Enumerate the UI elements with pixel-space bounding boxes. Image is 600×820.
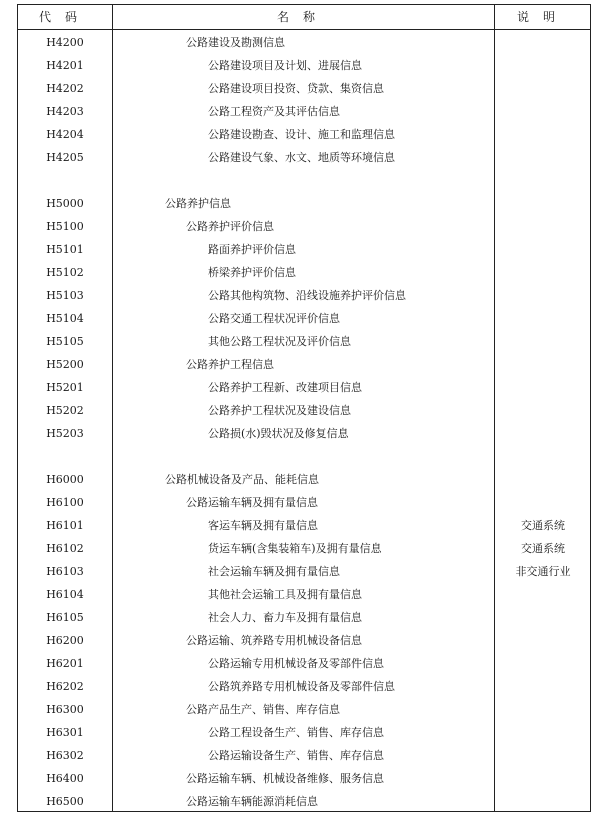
row-code: H6000 xyxy=(46,473,84,486)
table-row xyxy=(18,354,590,376)
row-name: 公路产品生产、销售、库存信息 xyxy=(186,703,340,716)
row-code: H6300 xyxy=(46,703,84,716)
row-code: H5203 xyxy=(46,427,84,440)
row-name: 公路交通工程状况评价信息 xyxy=(208,312,340,325)
row-code: H5100 xyxy=(46,220,84,233)
row-code: H5000 xyxy=(46,197,84,210)
row-code: H4205 xyxy=(46,151,84,164)
table-row xyxy=(18,722,590,744)
row-note: 非交通行业 xyxy=(515,565,571,578)
table-row xyxy=(18,377,590,399)
row-name: 路面养护评价信息 xyxy=(208,243,296,256)
table-row xyxy=(18,492,590,514)
row-name: 公路建设及勘测信息 xyxy=(186,36,285,49)
row-code: H6103 xyxy=(46,565,84,578)
row-name: 社会运输车辆及拥有量信息 xyxy=(208,565,340,578)
row-code: H6201 xyxy=(46,657,84,670)
table-row xyxy=(18,216,590,238)
row-name: 公路建设气象、水文、地质等环境信息 xyxy=(208,151,395,164)
table-row xyxy=(18,423,590,445)
row-code: H5105 xyxy=(46,335,84,348)
table-header xyxy=(18,5,590,30)
table-row xyxy=(18,124,590,146)
table-row xyxy=(18,469,590,491)
row-code: H5101 xyxy=(46,243,84,256)
row-name: 公路工程资产及其评估信息 xyxy=(208,105,340,118)
row-code: H5200 xyxy=(46,358,84,371)
row-code: H4203 xyxy=(46,105,84,118)
table-row xyxy=(18,101,590,123)
table-row xyxy=(18,515,590,537)
row-name: 公路运输车辆及拥有量信息 xyxy=(186,496,318,509)
row-name: 公路机械设备及产品、能耗信息 xyxy=(165,473,319,486)
table-row xyxy=(18,193,590,215)
table-row xyxy=(18,308,590,330)
table-row xyxy=(18,676,590,698)
table-row xyxy=(18,239,590,261)
row-code: H6302 xyxy=(46,749,84,762)
row-code: H4201 xyxy=(46,59,84,72)
row-code: H4204 xyxy=(46,128,84,141)
header-name: 名称 xyxy=(276,10,329,24)
table-row xyxy=(18,32,590,54)
row-note: 交通系统 xyxy=(521,519,565,532)
row-name: 公路养护评价信息 xyxy=(186,220,274,233)
row-code: H6100 xyxy=(46,496,84,509)
row-code: H6102 xyxy=(46,542,84,555)
table-row xyxy=(18,538,590,560)
table-row xyxy=(18,400,590,422)
row-code: H6200 xyxy=(46,634,84,647)
row-code: H6400 xyxy=(46,772,84,785)
header-note: 说明 xyxy=(516,10,569,24)
table-row xyxy=(18,262,590,284)
row-name: 公路建设项目及计划、进展信息 xyxy=(208,59,362,72)
row-name: 公路运输专用机械设备及零部件信息 xyxy=(208,657,384,670)
row-code: H4200 xyxy=(46,36,84,49)
row-name: 公路损(水)毁状况及修复信息 xyxy=(208,427,349,440)
table-row xyxy=(18,584,590,606)
table-row xyxy=(18,78,590,100)
header-code: 代码 xyxy=(38,10,91,24)
row-code: H5102 xyxy=(46,266,84,279)
table-row xyxy=(18,331,590,353)
row-name: 其他社会运输工具及拥有量信息 xyxy=(208,588,362,601)
row-name: 公路养护工程状况及建设信息 xyxy=(208,404,351,417)
row-name: 其他公路工程状况及评价信息 xyxy=(208,335,351,348)
row-name: 公路运输、筑养路专用机械设备信息 xyxy=(186,634,362,647)
row-code: H5104 xyxy=(46,312,84,325)
row-code: H4202 xyxy=(46,82,84,95)
row-name: 公路运输车辆、机械设备维修、服务信息 xyxy=(186,772,384,785)
table-row xyxy=(18,55,590,77)
row-code: H6104 xyxy=(46,588,84,601)
table-row xyxy=(18,630,590,652)
table-row xyxy=(18,285,590,307)
row-name: 公路养护工程新、改建项目信息 xyxy=(208,381,362,394)
row-code: H6101 xyxy=(46,519,84,532)
row-name: 公路建设项目投资、贷款、集资信息 xyxy=(208,82,384,95)
row-name: 公路建设勘查、设计、施工和监理信息 xyxy=(208,128,395,141)
row-code: H6301 xyxy=(46,726,84,739)
row-name: 货运车辆(含集装箱车)及拥有量信息 xyxy=(208,542,382,555)
row-name: 桥梁养护评价信息 xyxy=(208,266,296,279)
row-note: 交通系统 xyxy=(521,542,565,555)
table-row xyxy=(18,561,590,583)
row-name: 公路养护信息 xyxy=(165,197,231,210)
table-row xyxy=(18,653,590,675)
table-row xyxy=(18,745,590,767)
row-name: 公路筑养路专用机械设备及零部件信息 xyxy=(208,680,395,693)
row-name: 公路运输设备生产、销售、库存信息 xyxy=(208,749,384,762)
row-name: 公路工程设备生产、销售、库存信息 xyxy=(208,726,384,739)
row-code: H6105 xyxy=(46,611,84,624)
row-name: 公路运输车辆能源消耗信息 xyxy=(186,795,318,808)
row-name: 社会人力、畜力车及拥有量信息 xyxy=(208,611,362,624)
table-row xyxy=(18,607,590,629)
row-name: 公路养护工程信息 xyxy=(186,358,274,371)
row-code: H5202 xyxy=(46,404,84,417)
table-row xyxy=(18,768,590,790)
row-code: H6500 xyxy=(46,795,84,808)
row-code: H5201 xyxy=(46,381,84,394)
table-row xyxy=(18,791,590,813)
table-row xyxy=(18,699,590,721)
table-row xyxy=(18,147,590,169)
classification-table xyxy=(17,4,591,812)
row-name: 公路其他构筑物、沿线设施养护评价信息 xyxy=(208,289,406,302)
row-code: H6202 xyxy=(46,680,84,693)
row-code: H5103 xyxy=(46,289,84,302)
row-name: 客运车辆及拥有量信息 xyxy=(208,519,318,532)
